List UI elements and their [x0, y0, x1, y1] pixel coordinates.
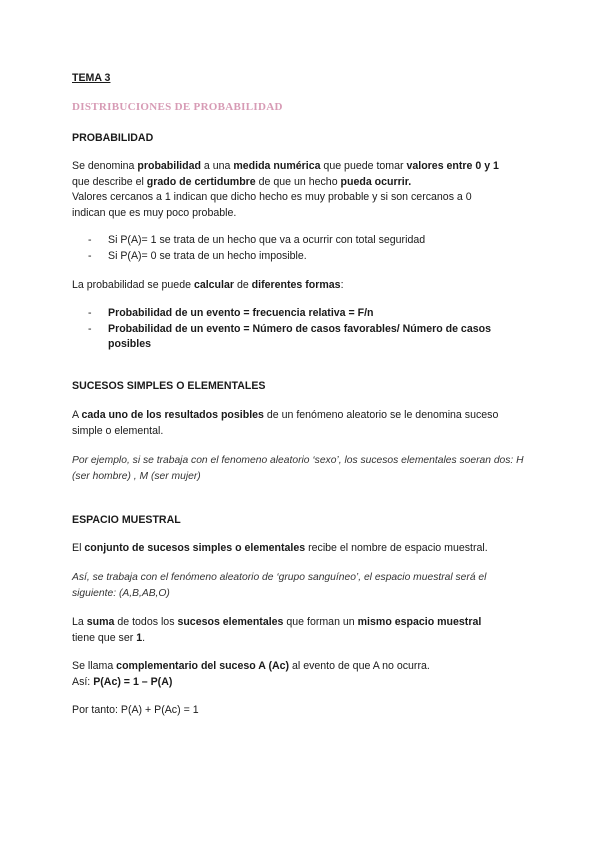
paragraph-calcular: La probabilidad se puede calcular de diferentes formas:	[72, 279, 344, 291]
section-heading-probabilidad: PROBABILIDAD	[72, 132, 154, 144]
paragraph-por-tanto: Por tanto: P(A) + P(Ac) = 1	[72, 704, 199, 716]
paragraph-sucesos: A cada uno de los resultados posibles de un fenómeno aleatorio se le denomina suceso simple o elemental.	[72, 409, 499, 437]
list-item: - Si P(A)= 0 se trata de un hecho imposible.	[88, 249, 307, 262]
paragraph-complementario: Se llama complementario del suceso A (Ac) al evento de que A no ocurra. Así: P(Ac) = 1 – P(A)	[72, 660, 430, 688]
example-sexo: Por ejemplo, si se trabaja con el fenomeno aleatorio ‘sexo’, los sucesos elementales soeran dos: H (ser hombre) , M (ser mujer)	[72, 455, 524, 482]
list-item: - Si P(A)= 1 se trata de un hecho que va a ocurrir con total seguridad	[88, 234, 426, 246]
tema-heading: TEMA 3	[72, 72, 111, 84]
example-grupo-sanguineo: Así, se trabaja con el fenómeno aleatorio de ‘grupo sanguíneo’, el espacio muestral será el siguiente: (A,B,AB,O)	[72, 572, 487, 599]
paragraph-suma: La suma de todos los sucesos elementales que forman un mismo espacio muestral tiene que ser 1.	[72, 616, 482, 644]
paragraph-espacio: El conjunto de sucesos simples o elementales recibe el nombre de espacio muestral.	[72, 542, 488, 554]
list-item: - Probabilidad de un evento = Número de casos favorables/ Número de casos posibles	[88, 322, 491, 350]
list-item: - Probabilidad de un evento = frecuencia relativa = F/n	[88, 307, 374, 319]
list-formas	[72, 306, 512, 353]
subtitle: DISTRIBUCIONES DE PROBABILIDAD	[72, 101, 283, 113]
list-valores	[72, 233, 532, 264]
section-heading-espacio: ESPACIO MUESTRAL	[72, 514, 181, 526]
paragraph-definicion: Se denomina probabilidad a una medida numérica que puede tomar valores entre 0 y 1 que describe el grado de certidumbre de que un hecho pueda ocurrir. Valores cercanos a 1 indican que dicho hecho es muy probable y si son cercanos a 0 indican que es muy poco probable.	[72, 160, 499, 219]
section-heading-sucesos: SUCESOS SIMPLES O ELEMENTALES	[72, 380, 266, 392]
